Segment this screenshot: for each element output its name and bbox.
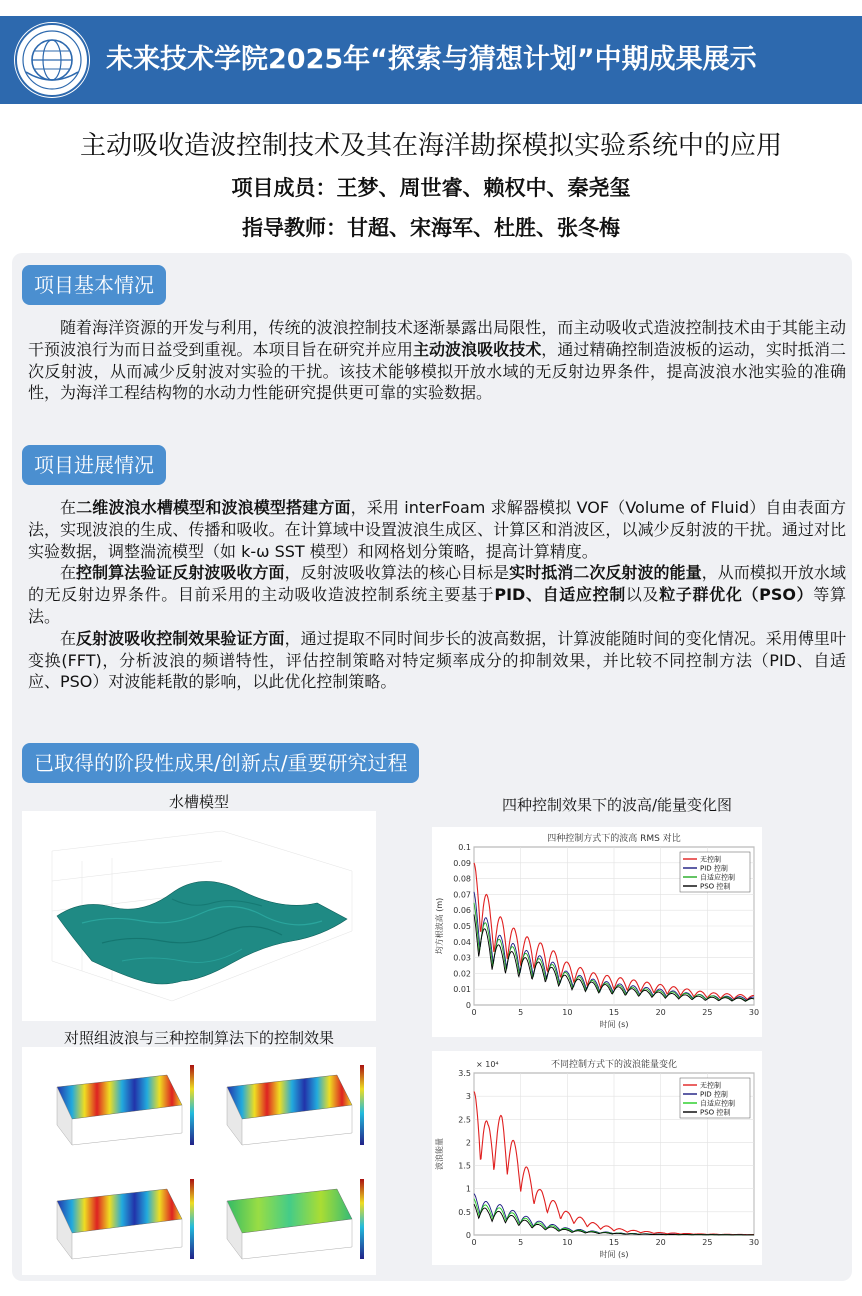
advisors-names: 甘超、宋海军、杜胜、张冬梅 [347, 216, 620, 240]
y-tick-label: 0.08 [453, 874, 471, 884]
y-tick-label: 2.5 [458, 1115, 471, 1125]
y-tick-label: 0.03 [453, 953, 471, 963]
x-tick-label: 0 [471, 1008, 477, 1017]
legend-label: PSO 控制 [700, 882, 731, 891]
y-tick-label: 0.1 [458, 843, 471, 852]
x-tick-label: 10 [562, 1238, 573, 1247]
chart-rms-wave-height [432, 827, 762, 1037]
x-tick-label: 30 [748, 1238, 760, 1247]
chart-title: 四种控制方式下的波高 RMS 对比 [547, 834, 681, 844]
basic-paragraph: 随着海洋资源的开发与利用，传统的波浪控制技术逐渐暴露出局限性，而主动吸收式造波控制技术由于其能主动干预波浪行为而日益受到重视。本项目旨在研究并应用主动波浪吸收技术，通过精确控制造波板的运动，实时抵消二次反射波，从而减少反射波对实验的干扰。该技术能够模拟开放水域的无反射边界条件，提高波浪水池实验的准确性，为海洋工程结构物的水动力性能研究提供更可靠的实验数据。 [28, 318, 846, 403]
members-names: 王梦、周世睿、赖权中、秦尧玺 [336, 176, 631, 200]
section-heading-basic: 项目基本情况 [22, 265, 166, 305]
y-tick-label: 0.09 [453, 858, 471, 868]
project-advisors [0, 208, 862, 248]
panel-pso-control [227, 1179, 364, 1259]
legend-label: 自适应控制 [700, 873, 735, 882]
progress-paragraphs [28, 497, 846, 693]
x-tick-label: 20 [655, 1238, 666, 1247]
project-title: 主动吸收造波控制技术及其在海洋勘探模拟实验系统中的应用 [79, 131, 782, 161]
x-axis-label: 时间 (s) [599, 1020, 629, 1029]
section-heading-results: 已取得的阶段性成果/创新点/重要研究过程 [22, 743, 419, 783]
y-tick-label: 2 [465, 1138, 471, 1148]
y-tick-label: 0.5 [458, 1207, 471, 1217]
x-tick-label: 5 [518, 1008, 524, 1017]
legend-label: 无控制 [700, 855, 721, 864]
y-tick-label: 0 [465, 1231, 471, 1240]
progress-paragraph-3: 在反射波吸收控制效果验证方面，通过提取不同时间步长的波高数据，计算波能随时间的变化情况。采用傅里叶变换(FFT)，分析波浪的频谱特性，评估控制策略对特定频率成分的抑制效果，并比较不同控制方法（PID、自适应、PSO）对波能耗散的影响，以此优化控制策略。 [28, 628, 846, 692]
y-tick-label: 3 [465, 1092, 471, 1102]
legend-label: 无控制 [700, 1081, 721, 1090]
y-tick-label: 1 [465, 1184, 471, 1194]
y-axis-label: 波浪能量 [435, 1138, 444, 1170]
content-panel [12, 253, 852, 1281]
y-tick-label: 0.04 [453, 937, 471, 947]
panel-adaptive-control [57, 1179, 194, 1259]
figure-label-tank-model: 水槽模型 [168, 793, 229, 811]
y-axis-label: 均方根波高 (m) [435, 897, 444, 955]
banner-title: 未来技术学院2025年“探索与猜想计划”中期成果展示 [106, 44, 757, 75]
x-tick-label: 20 [655, 1008, 666, 1017]
x-tick-label: 10 [562, 1008, 573, 1017]
x-axis-label: 时间 (s) [599, 1250, 629, 1259]
header-banner [0, 16, 862, 104]
y-tick-label: 0.02 [453, 969, 471, 979]
y-tick-label: 0 [465, 1001, 471, 1010]
x-tick-label: 0 [471, 1238, 477, 1247]
legend-label: PSO 控制 [700, 1108, 731, 1117]
y-tick-label: 0.01 [453, 985, 471, 995]
section-heading-progress: 项目进展情况 [22, 445, 166, 485]
chart-title: 不同控制方式下的波浪能量变化 [550, 1060, 678, 1070]
figure-label-control-effects: 对照组波浪与三种控制算法下的控制效果 [63, 1029, 334, 1047]
y-multiplier: × 10⁴ [476, 1060, 499, 1069]
y-tick-label: 0.06 [453, 906, 471, 916]
x-tick-label: 30 [748, 1008, 760, 1017]
x-tick-label: 25 [702, 1238, 713, 1247]
y-tick-label: 0.05 [453, 922, 471, 931]
progress-paragraph-2: 在控制算法验证反射波吸收方面，反射波吸收算法的核心目标是实时抵消二次反射波的能量，从而模拟开放水域的无反射边界条件。目前采用的主动吸收造波控制系统主要基于PID、自适应控制以及粒子群优化（PSO）等算法。 [28, 563, 846, 626]
legend-label: PID 控制 [700, 864, 728, 873]
x-tick-label: 5 [518, 1238, 524, 1247]
x-tick-label: 15 [608, 1238, 620, 1247]
chart-wave-energy [432, 1051, 762, 1265]
title-block [0, 124, 862, 248]
advisors-label: 指导教师： [242, 216, 347, 240]
figure-label-wave-charts: 四种控制效果下的波高/能量变化图 [501, 796, 733, 814]
legend-label: 自适应控制 [700, 1099, 735, 1108]
y-tick-label: 0.07 [453, 890, 471, 900]
members-label: 项目成员： [231, 176, 337, 200]
figure-control-effects [22, 1047, 376, 1275]
x-tick-label: 25 [702, 1008, 713, 1017]
panel-no-control [57, 1065, 194, 1145]
legend-label: PID 控制 [700, 1090, 728, 1099]
project-members [0, 168, 862, 208]
progress-paragraph-1: 在二维波浪水槽模型和波浪模型搭建方面，采用 interFoam 求解器模拟 VOF（Volume of Fluid）自由表面方法，实现波浪的生成、传播和吸收。在计算域中设置波浪生成区、计算区和消波区，以减少反射波的干扰。通过对比实验数据，调整湍流模型（如 k-ω SST 模型）和网格划分策略，提高计算精度。 [28, 498, 846, 561]
figure-tank-model [22, 811, 376, 1021]
panel-pid-control [227, 1065, 364, 1145]
y-tick-label: 3.5 [458, 1069, 471, 1078]
university-seal-icon [14, 22, 90, 98]
x-tick-label: 15 [608, 1008, 620, 1017]
y-tick-label: 1.5 [458, 1161, 471, 1171]
